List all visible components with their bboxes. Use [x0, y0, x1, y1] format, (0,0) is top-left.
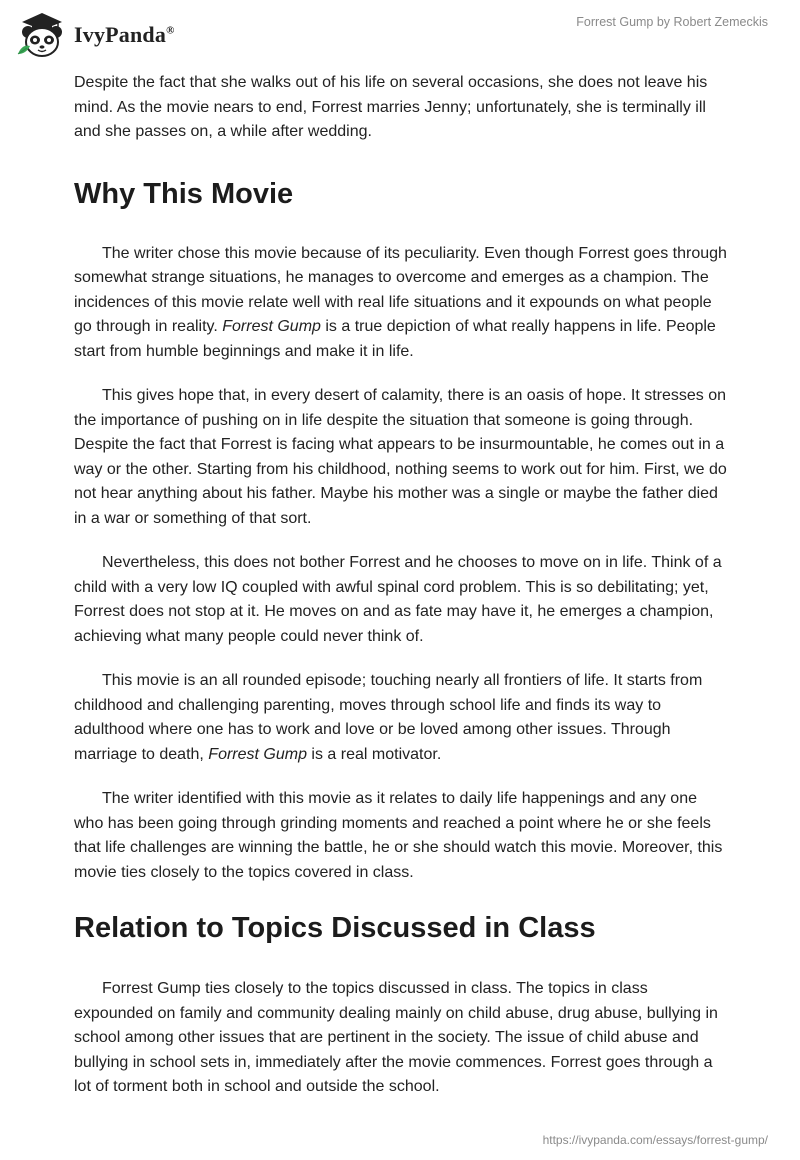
- paragraph: This gives hope that, in every desert of calamity, there is an oasis of hope. It stresses on the importance of pushing on in life despite the situation that someone is going through. Despite the fact that Forrest is facing what appears to be insurmountable, he comes out in a way or the other. Starting from his childhood, nothing seems to work out for him. First, we do not hear anything about his father. Maybe his mother was a single or maybe the father died in a war or something of that sort.: [74, 387, 727, 527]
- movie-title-italic: Forrest Gump: [222, 318, 321, 335]
- section-heading-relation-to-topics: Relation to Topics Discussed in Class: [74, 912, 596, 944]
- ivypanda-logo[interactable]: [14, 10, 175, 60]
- logo-wordmark: IvyPanda®: [74, 22, 175, 47]
- source-url[interactable]: https://ivypanda.com/essays/forrest-gump/: [542, 1133, 768, 1147]
- section-heading-why-this-movie: Why This Movie: [74, 177, 294, 210]
- essay-body: [74, 71, 730, 1100]
- paragraph: The writer identified with this movie as it relates to daily life happenings and any one who has been going through grinding moments and reached a point where he or she feels that life challenges are winning the battle, he or she should watch this movie. Moreover, this movie ties closely to the topics covered in class.: [74, 790, 723, 881]
- intro-paragraph: Despite the fact that she walks out of his life on several occasions, she does not leave his mind. As the movie nears to end, Forrest marries Jenny; unfortunately, she is terminally ill and she passes on, a while after wedding.: [74, 74, 708, 140]
- page-header: [0, 0, 800, 70]
- document-title: Forrest Gump by Robert Zemeckis: [576, 15, 768, 29]
- movie-title-italic: Forrest Gump: [208, 745, 307, 763]
- paragraph: Nevertheless, this does not bother Forrest and he chooses to move on in life. Think of a child with a very low IQ coupled with awful spinal cord problem. This is so debilitating; yet, Forrest does not stop at it. He moves on and as fate may have it, he emerges a champion, achieving what many people could never think of.: [74, 554, 722, 645]
- panda-graduate-icon: [14, 10, 70, 60]
- paragraph: The writer chose this movie because of its peculiarity. Even though Forrest goes through somewhat strange situations, he manages to overcome and emerges as a champion. The incidences of this movie relate well with real life situations and it expounds on what people go through in reality. Forrest Gump is a true depiction of what really happens in life. People start from humble beginnings and make it in life.: [74, 244, 727, 360]
- paragraph: This movie is an all rounded episode; touching nearly all frontiers of life. It starts from childhood and challenging parenting, moves through school life and finds its way to adulthood where one has to work and love or be loved among other issues. Through marriage to death, Forrest Gump is a real motivator.: [74, 672, 703, 763]
- paragraph: Forrest Gump ties closely to the topics discussed in class. The topics in class expounded on family and community dealing mainly on child abuse, drug abuse, bullying in school among other issues that are pertinent in the society. The issue of child abuse and bullying in school sets in, immediately after the movie commences. Forrest goes through a lot of torment both in school and outside the school.: [74, 980, 718, 1095]
